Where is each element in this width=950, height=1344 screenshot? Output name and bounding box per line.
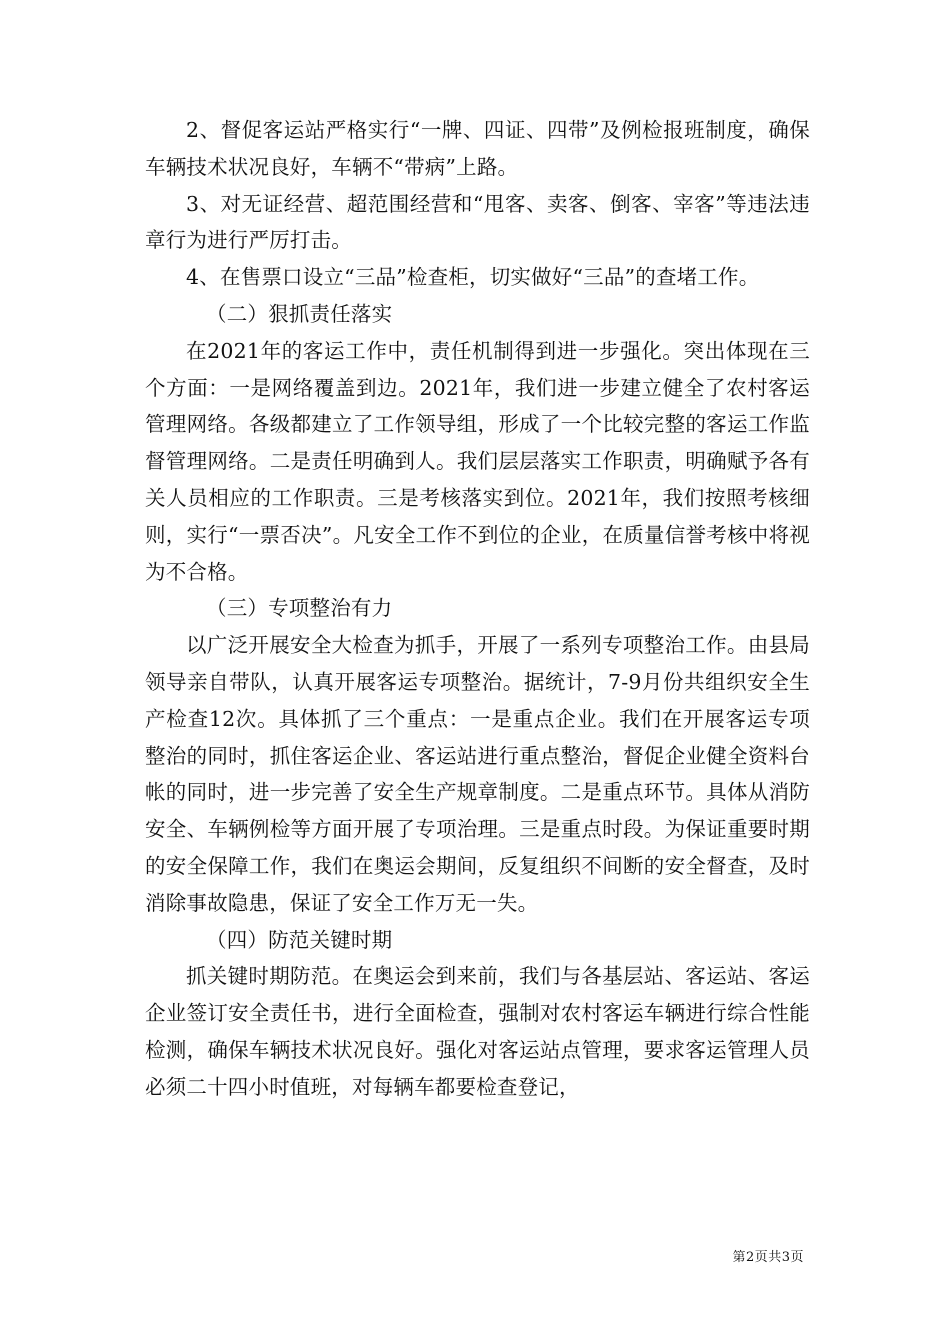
section-heading-4: （四）防范关键时期 — [206, 927, 393, 952]
page-number: 第2页共3页 — [732, 1250, 804, 1265]
paragraph-item-3: 3、对无证经营、超范围经营和“甩客、卖客、倒客、宰客”等违法违章行为进行严厉打击。 — [145, 191, 810, 253]
section-heading-2: （二）狠抓责任落实 — [206, 301, 393, 326]
paragraph-special-rectification: 以广泛开展安全大检查为抓手，开展了一系列专项整治工作。由县局领导亲自带队，认真开展客运专项整治。据统计，7-9月份共组织安全生产检查12次。具体抓了三个重点：一是重点企业。我们在开展客运专项整治的同时，抓住客运企业、客运站进行重点整治，督促企业健全资料台帐的同时，进一步完善了安全生产规章制度。二是重点环节。具体从消防安全、车辆例检等方面开展了专项治理。三是重点时段。为保证重要时期的安全保障工作，我们在奥运会期间，反复组织不间断的安全督查，及时消除事故隐患，保证了安全工作万无一失。 — [145, 633, 810, 915]
section-heading-3: （三）专项整治有力 — [206, 596, 393, 621]
paragraph-item-4: 4、在售票口设立“三品”检查柜，切实做好“三品”的查堵工作。 — [186, 265, 760, 290]
document-body — [145, 112, 810, 1106]
paragraph-item-2: 2、督促客运站严格实行“一牌、四证、四带”及例检报班制度，确保车辆技术状况良好，车辆不“带病”上路。 — [145, 118, 810, 179]
paragraph-key-period: 抓关键时期防范。在奥运会到来前，我们与各基层站、客运站、客运企业签订安全责任书，进行全面检查，强制对农村客运车辆进行综合性能检测，确保车辆技术状况良好。强化对客运站点管理，要求客运管理人员必须二十四小时值班，对每辆车都要检查登记， — [145, 964, 810, 1099]
paragraph-responsibility: 在2021年的客运工作中，责任机制得到进一步强化。突出体现在三个方面：一是网络覆盖到边。2021年，我们进一步建立健全了农村客运管理网络。各级都建立了工作领导组，形成了一个比较完整的客运工作监督管理网络。二是责任明确到人。我们层层落实工作职责，明确赋予各有关人员相应的工作职责。三是考核落实到位。2021年，我们按照考核细则，实行“一票否决”。凡安全工作不到位的企业，在质量信誉考核中将视为不合格。 — [145, 338, 810, 584]
